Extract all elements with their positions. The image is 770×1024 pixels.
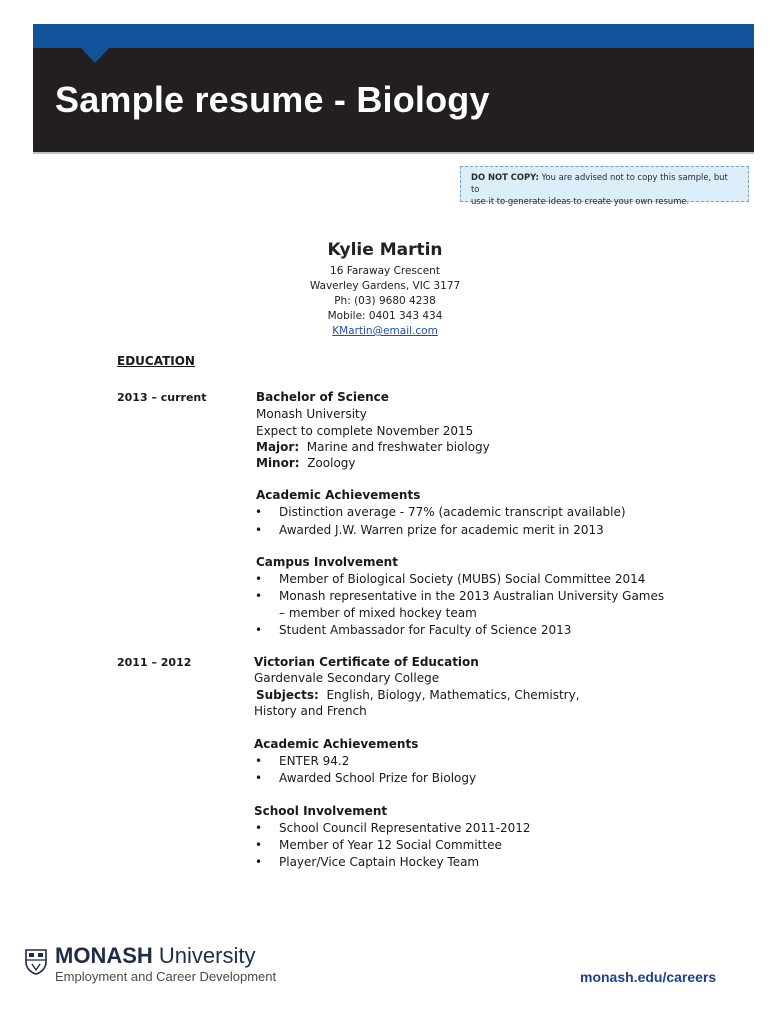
- mobile: Mobile: 0401 343 434: [327, 310, 443, 322]
- entry1-minor: [256, 456, 356, 470]
- banner-underline: [33, 152, 754, 154]
- banner-notch: [80, 47, 110, 63]
- major-value: Marine and freshwater biology: [306, 440, 490, 454]
- entry2-achievements-heading: Academic Achievements: [254, 737, 419, 751]
- entry2-qualification: Victorian Certificate of Education: [254, 655, 479, 669]
- notice-text-2: use it to generate ideas to create your own resume.: [471, 196, 690, 206]
- entry1-date: 2013 – current: [117, 391, 207, 404]
- entry2-involvement-heading: School Involvement: [254, 804, 388, 818]
- subjects-label: Subjects:: [256, 688, 319, 702]
- notice-label: DO NOT COPY:: [471, 172, 539, 182]
- entry2-school: Gardenvale Secondary College: [254, 671, 440, 685]
- major-label: Major:: [256, 440, 300, 454]
- title-banner: [33, 48, 754, 152]
- entry1-involvement-heading: Campus Involvement: [256, 555, 398, 569]
- address-line-2: Waverley Gardens, VIC 3177: [309, 280, 461, 292]
- entry1-degree: Bachelor of Science: [256, 390, 389, 404]
- email-link[interactable]: KMartin@email.com: [332, 325, 438, 337]
- subjects-value: English, Biology, Mathematics, Chemistry,: [326, 688, 580, 702]
- entry1-major: [256, 440, 490, 454]
- candidate-name: Kylie Martin: [327, 240, 443, 260]
- header-blue-band: [33, 24, 754, 48]
- education-heading: EDUCATION: [117, 354, 195, 368]
- minor-label: Minor:: [256, 456, 300, 470]
- entry1-institution: Monash University: [256, 407, 367, 421]
- address-line-1: 16 Faraway Crescent: [330, 265, 440, 277]
- entry2-subjects-cont: History and French: [254, 704, 367, 718]
- careers-url-link[interactable]: monash.edu/careers: [580, 969, 717, 985]
- entry2-subjects: [256, 688, 580, 702]
- logo-subtitle: Employment and Career Development: [55, 969, 277, 984]
- entry2-date: 2011 – 2012: [117, 656, 192, 669]
- do-not-copy-notice: [460, 166, 749, 206]
- monash-shield-icon: [25, 949, 47, 975]
- monash-logo-text: MONASH University: [55, 943, 256, 968]
- entry1-expected: Expect to complete November 2015: [256, 424, 474, 438]
- notice-text-1: You are advised not to copy this sample, but to: [471, 172, 728, 194]
- minor-value: Zoology: [307, 456, 356, 470]
- page-title: Sample resume - Biology: [55, 79, 490, 120]
- phone: Ph: (03) 9680 4238: [334, 295, 436, 307]
- entry1-achievements-heading: Academic Achievements: [256, 488, 421, 502]
